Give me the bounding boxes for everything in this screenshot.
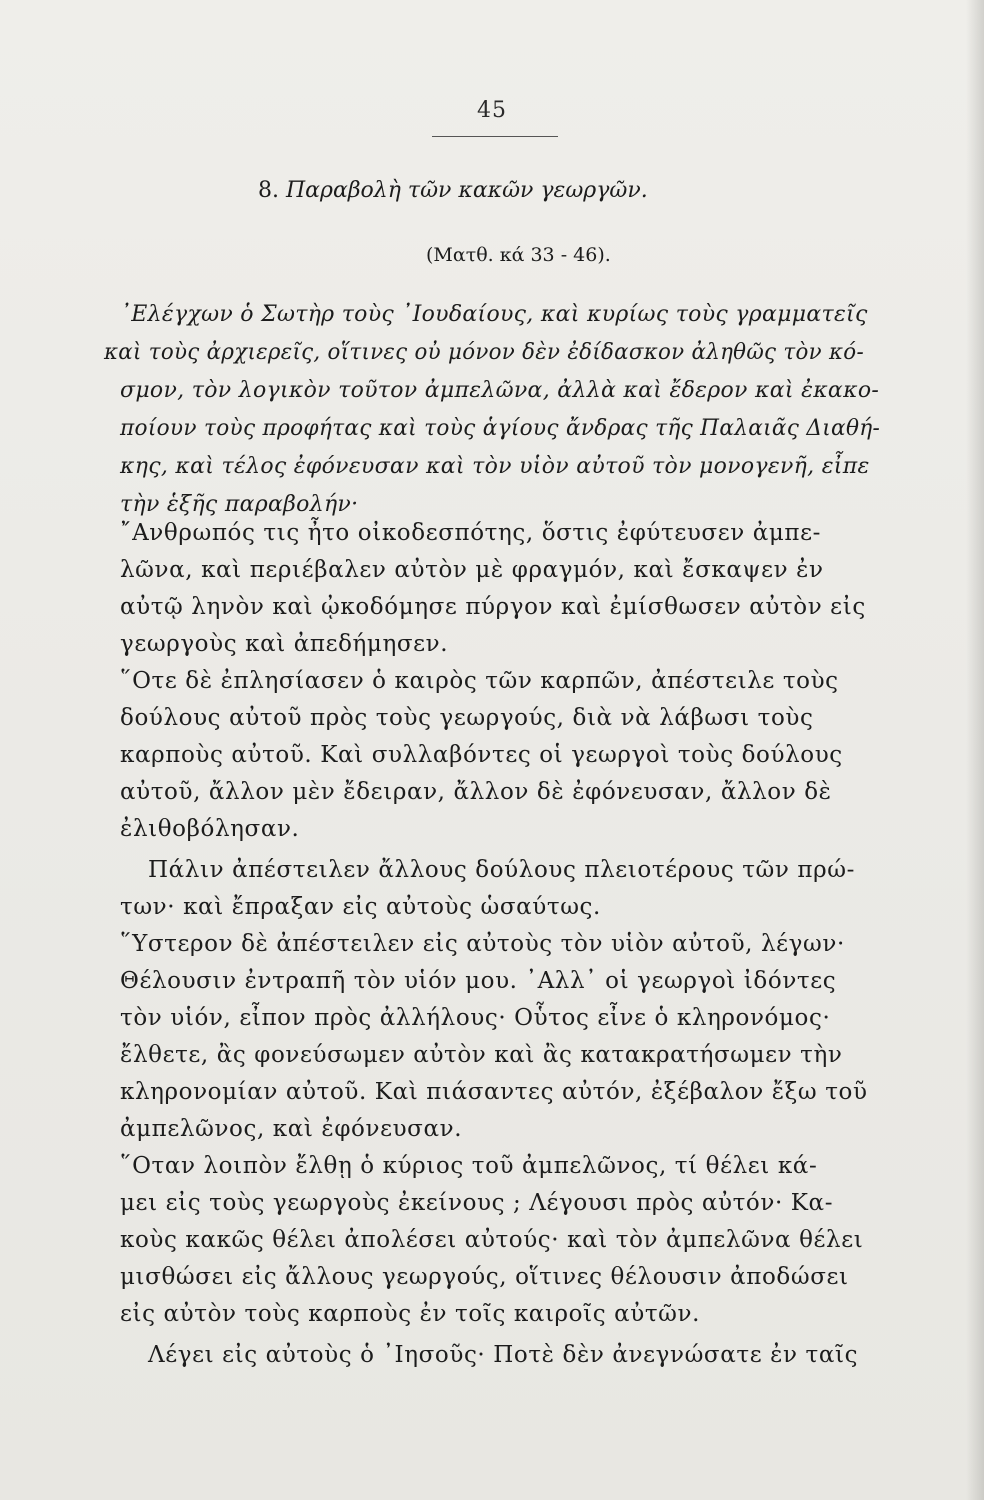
intro-line: ποίουν τοὺς προφήτας καὶ τοὺς ἁγίους ἄνδρας τῆς Παλαιᾶς Διαθή- — [120, 416, 881, 441]
scripture-reference: (Ματθ. κά 33 - 46). — [426, 244, 611, 266]
text-line: ἔλθετε, ἂς φονεύσωμεν αὐτὸν καὶ ἂς κατακρατήσωμεν τὴν — [120, 1042, 843, 1068]
text-line: λῶνα, καὶ περιέβαλεν αὐτὸν μὲ φραγμόν, καὶ ἔσκαψεν ἐν — [120, 557, 824, 583]
intro-line: καὶ τοὺς ἀρχιερεῖς, οἵτινες οὐ μόνον δὲν ἐδίδασκον ἀληθῶς τὸν κό- — [104, 340, 864, 365]
intro-line: κης, καὶ τέλος ἐφόνευσαν καὶ τὸν υἱὸν αὐτοῦ τὸν μονογενῆ, εἶπε — [120, 454, 870, 479]
text-line: Πάλιν ἀπέστειλεν ἄλλους δούλους πλειοτέρους τῶν πρώ- — [148, 857, 855, 883]
text-line: Λέγει εἰς αὐτοὺς ὁ ᾿Ιησοῦς· Ποτὲ δὲν ἀνεγνώσατε ἐν ταῖς — [148, 1342, 859, 1368]
page-edge-shadow — [966, 0, 984, 1500]
text-line: κληρονομίαν αὐτοῦ. Καὶ πιάσαντες αὐτόν, ἐξέβαλον ἔξω τοῦ — [120, 1079, 868, 1105]
intro-line: σμον, τὸν λογικὸν τοῦτον ἀμπελῶνα, ἀλλὰ καὶ ἔδερον καὶ ἐκακο- — [120, 378, 880, 403]
text-line: ῞Υστερον δὲ ἀπέστειλεν εἰς αὐτοὺς τὸν υἱὸν αὐτοῦ, λέγων· — [120, 931, 845, 957]
text-line: μει εἰς τοὺς γεωργοὺς ἐκείνους ; Λέγουσι πρὸς αὐτόν· Κα- — [120, 1190, 834, 1216]
text-line: αὐτοῦ, ἄλλον μὲν ἔδειραν, ἄλλον δὲ ἐφόνευσαν, ἄλλον δὲ — [120, 779, 832, 805]
section-title: Παραβολὴ τῶν κακῶν γεωργῶν. — [286, 178, 648, 203]
intro-line: τὴν ἑξῆς παραβολήν· — [120, 492, 359, 517]
text-line: εἰς αὐτὸν τοὺς καρποὺς ἐν τοῖς καιροῖς αὐτῶν. — [120, 1301, 701, 1327]
text-line: ῞Οτε δὲ ἐπλησίασεν ὁ καιρὸς τῶν καρπῶν, ἀπέστειλε τοὺς — [120, 668, 839, 694]
text-line: ῎Ανθρωπός τις ἦτο οἰκοδεσπότης, ὅστις ἐφύτευσεν ἀμπε- — [120, 520, 822, 546]
text-line: καρποὺς αὐτοῦ. Καὶ συλλαβόντες οἱ γεωργοὶ τοὺς δούλους — [120, 742, 843, 768]
text-line: των· καὶ ἔπραξαν εἰς αὐτοὺς ὡσαύτως. — [120, 894, 601, 920]
intro-line: ᾿Ελέγχων ὁ Σωτὴρ τοὺς ᾿Ιουδαίους, καὶ κυρίως τοὺς γραμματεῖς — [120, 302, 868, 327]
text-line: δούλους αὐτοῦ πρὸς τοὺς γεωργούς, διὰ νὰ λάβωσι τοὺς — [120, 705, 814, 731]
chapter-title — [258, 178, 818, 203]
text-line: ἀμπελῶνος, καὶ ἐφόνευσαν. — [120, 1116, 463, 1142]
text-line: γεωργοὺς καὶ ἀπεδήμησεν. — [120, 631, 449, 657]
text-line: μισθώσει εἰς ἄλλους γεωργούς, οἵτινες θέλουσιν ἀποδώσει — [120, 1264, 849, 1290]
text-line: ῞Οταν λοιπὸν ἔλθῃ ὁ κύριος τοῦ ἀμπελῶνος, τί θέλει κά- — [120, 1153, 818, 1179]
text-line: αὐτῷ ληνὸν καὶ ᾠκοδόμησε πύργον καὶ ἐμίσθωσεν αὐτὸν εἰς — [120, 594, 866, 620]
text-line: κοὺς κακῶς θέλει ἀπολέσει αὐτούς· καὶ τὸν ἀμπελῶνα θέλει — [120, 1227, 864, 1253]
page-number-rule — [432, 136, 558, 137]
page-number: 45 — [477, 98, 507, 123]
text-line: τὸν υἱόν, εἶπον πρὸς ἀλλήλους· Οὗτος εἶνε ὁ κληρονόμος· — [120, 1005, 831, 1031]
text-line: Θέλουσιν ἐντραπῆ τὸν υἱόν μου. ᾿Αλλ᾿ οἱ γεωργοὶ ἰδόντες — [120, 968, 837, 994]
section-number: 8. — [258, 178, 279, 203]
text-line: ἐλιθοβόλησαν. — [120, 816, 300, 842]
